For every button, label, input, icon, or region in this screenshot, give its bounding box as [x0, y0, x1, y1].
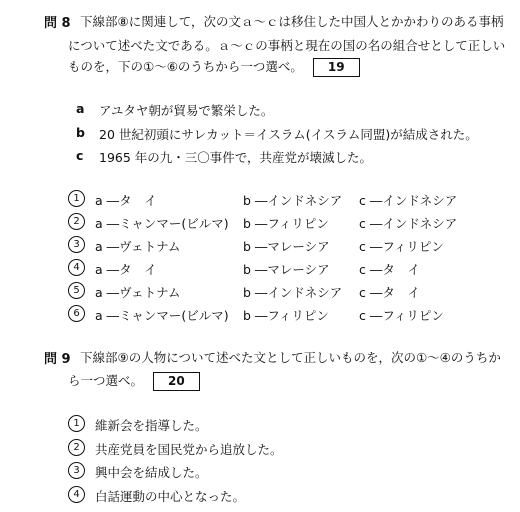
- q8-option-4-b: b ―マレーシア: [243, 262, 330, 277]
- q8-option-1-b: b ―インドネシア: [243, 193, 343, 208]
- q8-option-2-c: c ―インドネシア: [359, 216, 458, 231]
- q8-option-3-c: c ―フィリピン: [359, 239, 444, 254]
- q8-answer-box: 19: [313, 58, 360, 77]
- q8-option-6-c: c ―フィリピン: [359, 308, 444, 323]
- q9-option-2-number[interactable]: 2: [68, 439, 85, 456]
- q8-option-1-c: c ―インドネシア: [359, 193, 458, 208]
- q8-option-1-number[interactable]: 1: [68, 190, 85, 207]
- q8-stem-line1: 下線部⑧に関連して，次の文ａ～ｃは移住した中国人とかかわりのある事柄: [80, 14, 504, 29]
- q9-option-4-text: 白話運動の中心となった。: [95, 489, 246, 504]
- q8-option-3-number[interactable]: 3: [68, 236, 85, 253]
- q9-stem-line2: [68, 371, 200, 391]
- q8-option-6-number[interactable]: 6: [68, 305, 85, 322]
- q8-statement-c-letter: c: [76, 148, 84, 163]
- q9-option-1-text: 維新会を指導した。: [95, 418, 208, 433]
- q8-option-5-b: b ―インドネシア: [243, 285, 343, 300]
- q8-option-4-c: c ―タ イ: [359, 262, 420, 277]
- q8-statement-c-text: 1965 年の九・三〇事件で，共産党が壊滅した。: [99, 150, 373, 165]
- q8-option-3-a: a ―ヴェトナム: [95, 239, 181, 254]
- q9-option-3-number[interactable]: 3: [68, 462, 85, 479]
- q8-statement-b-letter: b: [76, 125, 85, 140]
- q9-option-2-text: 共産党員を国民党から追放した。: [95, 442, 283, 457]
- q8-statement-a-letter: a: [76, 101, 85, 116]
- q9-option-4-number[interactable]: 4: [68, 486, 85, 503]
- q8-option-2-a: a ―ミャンマー(ビルマ): [95, 216, 229, 231]
- q9-stem-line2-text: ら一つ選べ。: [68, 373, 144, 388]
- q8-option-2-b: b ―フィリピン: [243, 216, 329, 231]
- q9-option-3-text: 興中会を結成した。: [95, 465, 208, 480]
- q8-option-2-number[interactable]: 2: [68, 213, 85, 230]
- q8-stem-line2: について述べた文である。ａ～ｃの事柄と現在の国の名の組合せとして正しい: [68, 38, 506, 53]
- q8-option-6-a: a ―ミャンマー(ビルマ): [95, 308, 229, 323]
- q8-statement-a-text: アユタヤ朝が貿易で繁栄した。: [99, 103, 274, 118]
- q9-answer-box: 20: [153, 372, 200, 391]
- q8-stem-line3: [68, 57, 360, 77]
- q8-option-5-c: c ―タ イ: [359, 285, 420, 300]
- q8-stem-line3-text: ものを，下の①～⑥のうちから一つ選べ。: [68, 59, 303, 74]
- q8-option-5-a: a ―ヴェトナム: [95, 285, 181, 300]
- q9-label: 問 9: [44, 352, 71, 367]
- q8-label: 問 8: [44, 16, 71, 31]
- q9-stem-line1: 下線部⑨の人物について述べた文として正しいものを，次の①～④のうちか: [80, 350, 501, 365]
- q8-option-6-b: b ―フィリピン: [243, 308, 329, 323]
- q8-option-4-number[interactable]: 4: [68, 259, 85, 276]
- q8-option-3-b: b ―マレーシア: [243, 239, 330, 254]
- q9-option-1-number[interactable]: 1: [68, 415, 85, 432]
- q8-option-4-a: a ―タ イ: [95, 262, 157, 277]
- q8-option-5-number[interactable]: 5: [68, 282, 85, 299]
- q8-option-1-a: a ―タ イ: [95, 193, 157, 208]
- q8-statement-b-text: 20 世紀初頭にサレカット＝イスラム(イスラム同盟)が結成された。: [99, 127, 478, 142]
